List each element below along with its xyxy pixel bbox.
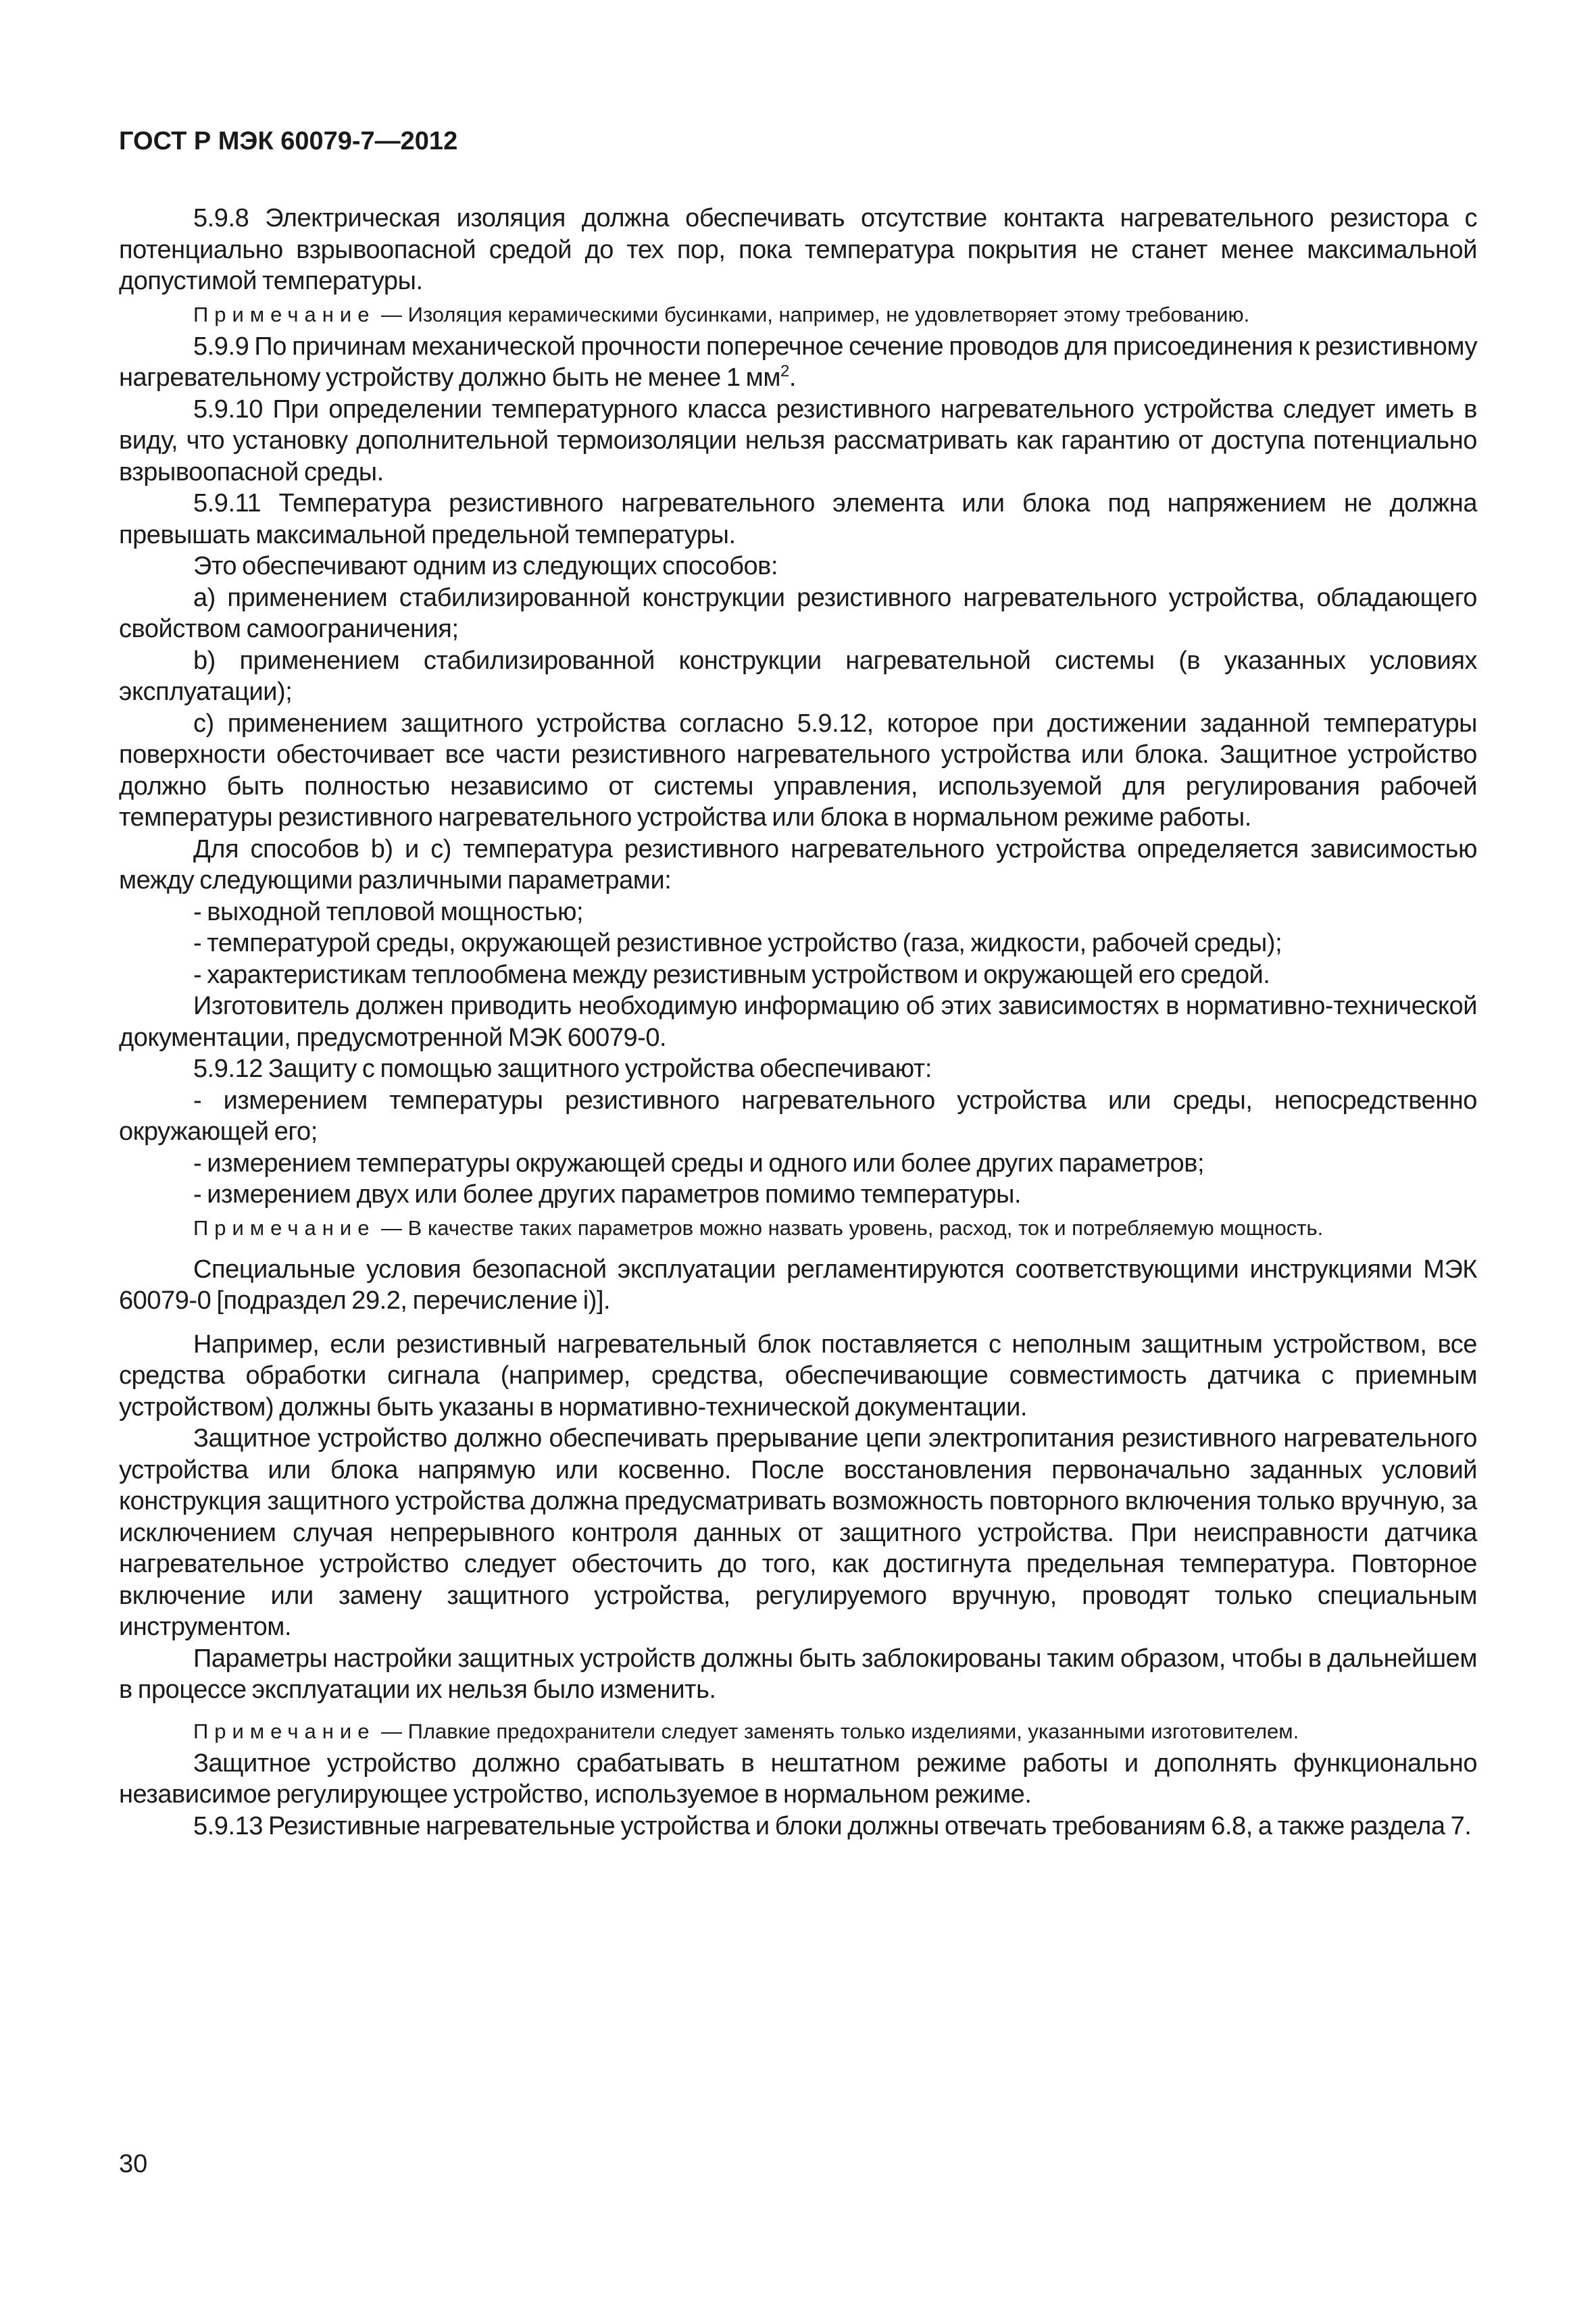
superscript: 2	[780, 362, 789, 380]
paragraph: Параметры настройки защитных устройств должны быть заблокированы таким образом, чтобы в дальнейшем в процессе эксплуатации их нельзя было изменить.	[119, 1644, 1477, 1704]
note-2	[119, 1215, 1477, 1242]
list-item: - выходной тепловой мощностью;	[193, 897, 584, 926]
note-text: — В качестве таких параметров можно назвать уровень, расход, ток и потребляемую мощность.	[375, 1215, 1324, 1240]
list-item-b: b) применением стабилизированной конструкции нагревательной системы (в указанных условиях эксплуатации);	[119, 646, 1477, 706]
list-item: - измерением температуры резистивного нагревательного устройства или среды, непосредственно окружающей его;	[119, 1086, 1477, 1146]
paragraph: Например, если резистивный нагревательный блок поставляется с неполным защитным устройством, все средства обработки сигнала (например, средства, обеспечивающие совместимость датчика с приемным устройством) должны быть указаны в нормативно-технической документации.	[119, 1330, 1477, 1422]
paragraph-5-9-13: 5.9.13 Резистивные нагревательные устройства и блоки должны отвечать требованиям 6.8, а также раздела 7.	[193, 1811, 1472, 1840]
paragraph-5-9-8: 5.9.8 Электрическая изоляция должна обеспечивать отсутствие контакта нагревательного резистора с потенциально взрывоопасной средой до тех пор, пока температура покрытия не станет менее максимальной допустимой температуры.	[119, 204, 1477, 295]
note-1	[119, 301, 1477, 328]
paragraph: Специальные условия безопасной эксплуатации регламентируются соответствующими инструкциями МЭК 60079-0 [подраздел 29.2, перечисление i)].	[119, 1255, 1477, 1315]
note-label: Примечание	[193, 1215, 376, 1240]
note-text: — Плавкие предохранители следует заменять только изделиями, указанными изготовителем.	[375, 1719, 1299, 1743]
paragraph-text: 5.9.9 По причинам механической прочности поперечное сечение проводов для присоединения к резистивному нагревательному устройству должно быть не менее 1 мм	[119, 332, 1477, 392]
paragraph: Защитное устройство должно срабатывать в нештатном режиме работы и дополнять функционально независимое регулирующее устройство, используемое в нормальном режиме.	[119, 1749, 1477, 1809]
list-item: - характеристикам теплообмена между резистивным устройством и окружающей его средой.	[193, 960, 1270, 989]
note-3	[119, 1718, 1477, 1745]
paragraph-5-9-10: 5.9.10 При определении температурного класса резистивного нагревательного устройства следует иметь в виду, что установку дополнительной термоизоляции нельзя рассматривать как гарантию от доступа потенциально взрывоопасной среды.	[119, 395, 1477, 486]
paragraph-end: .	[789, 363, 797, 392]
page-number: 30	[119, 2150, 148, 2178]
list-item: - измерением температуры окружающей среды и одного или более других параметров;	[193, 1149, 1205, 1178]
paragraph: Для способов b) и c) температура резистивного нагревательного устройства определяется зависимостью между следующими различными параметрами:	[119, 834, 1477, 895]
list-item: - температурой среды, окружающей резистивное устройство (газа, жидкости, рабочей среды);	[193, 929, 1282, 957]
note-label: Примечание	[193, 302, 376, 326]
note-text: — Изоляция керамическими бусинками, например, не удовлетворяет этому требованию.	[375, 302, 1250, 326]
paragraph: Защитное устройство должно обеспечивать прерывание цепи электропитания резистивного нагревательного устройства или блока напрямую или косвенно. После восстановления первоначально заданных условий конструкция защитного устройства должна предусматривать возможность повторного включения только вручную, за исключением случая непрерывного контроля данных от защитного устройства. При неисправности датчика нагревательное устройство следует обесточить до того, как достигнута предельная температура. Повторное включение или замену защитного устройства, регулируемого вручную, проводят только специальным инструментом.	[119, 1424, 1477, 1641]
document-header: ГОСТ Р МЭК 60079-7—2012	[119, 127, 458, 155]
note-label: Примечание	[193, 1719, 376, 1743]
paragraph: Изготовитель должен приводить необходимую информацию об этих зависимостях в нормативно-технической документации, предусмотренной МЭК 60079-0.	[119, 992, 1477, 1052]
paragraph-5-9-11: 5.9.11 Температура резистивного нагревательного элемента или блока под напряжением не должна превышать максимальной предельной температуры.	[119, 489, 1477, 549]
list-item: - измерением двух или более других параметров помимо температуры.	[193, 1180, 1022, 1209]
paragraph-5-9-9	[119, 331, 1477, 394]
paragraph: Это обеспечивают одним из следующих способов:	[193, 552, 778, 580]
list-item-a: a) применением стабилизированной конструкции резистивного нагревательного устройства, обладающего свойством самоограничения;	[119, 583, 1477, 643]
document-body	[119, 203, 1477, 1842]
paragraph-5-9-12: 5.9.12 Защиту с помощью защитного устройства обеспечивают:	[193, 1055, 932, 1083]
list-item-c: c) применением защитного устройства согласно 5.9.12, которое при достижении заданной температуры поверхности обесточивает все части резистивного нагревательного устройства или блока. Защитное устройство должно быть полностью независимо от системы управления, используемой для регулирования рабочей температуры резистивного нагревательного устройства или блока в нормальном режиме работы.	[119, 709, 1477, 832]
